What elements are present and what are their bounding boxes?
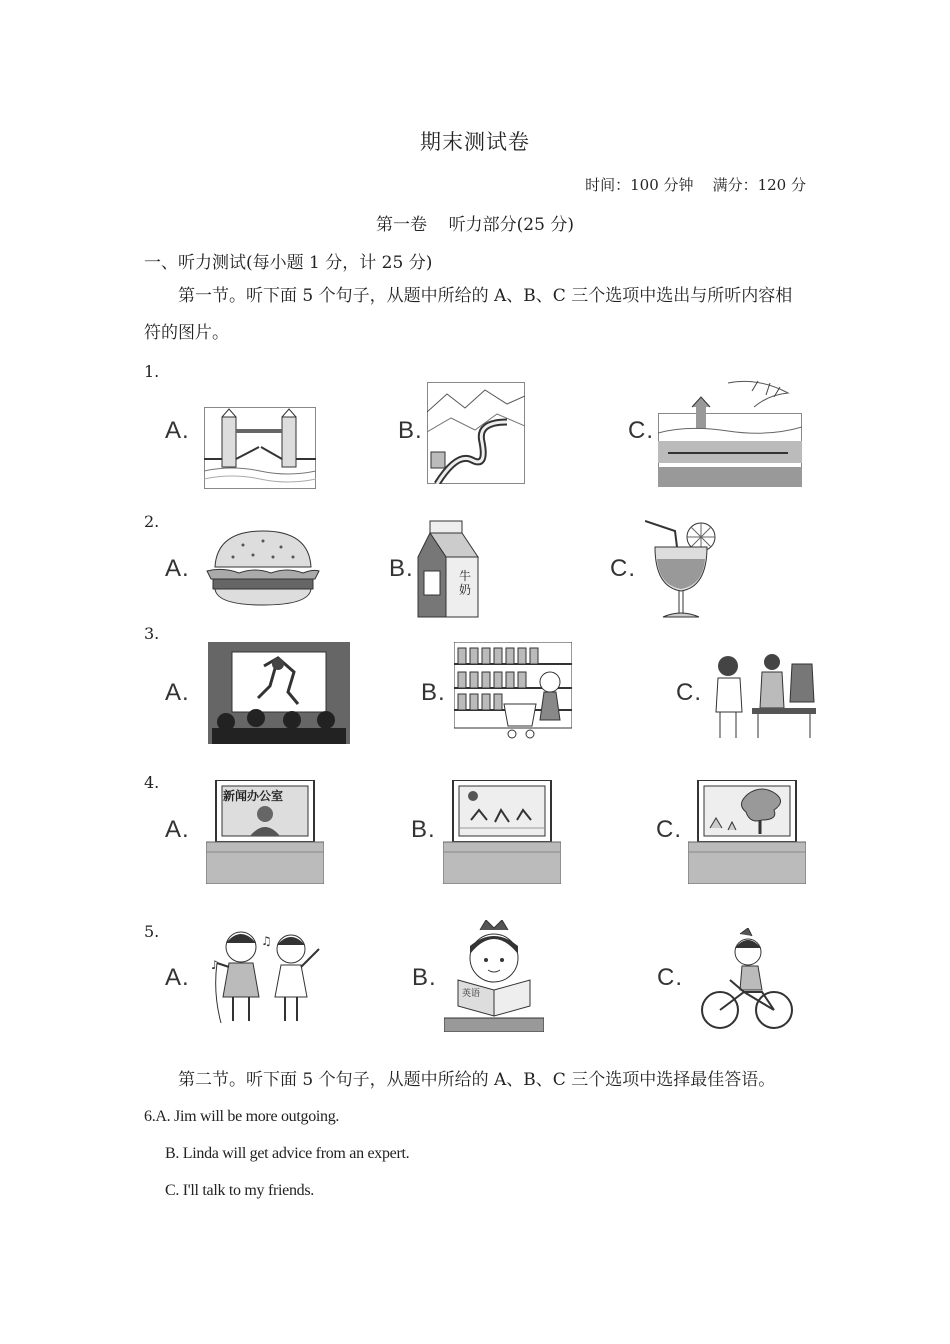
question-number: 1. — [144, 362, 160, 381]
option-letter: C. — [657, 964, 683, 991]
option-letter: A. — [165, 417, 190, 444]
part-heading: 一、听力测试(每小题 1 分，计 25 分) — [144, 253, 433, 273]
cycling-girl-image — [700, 928, 794, 1032]
nature-tv-image — [688, 780, 806, 884]
svg-text:♫: ♫ — [261, 934, 272, 948]
question-number: 5. — [144, 922, 160, 941]
option-letter: B. — [398, 417, 423, 444]
question-number: 4. — [144, 773, 160, 792]
option-c: C. I'll talk to my friends. — [165, 1182, 314, 1199]
option-b: B. Linda will get advice from an expert. — [165, 1145, 410, 1162]
section-heading: 第一卷 听力部分(25 分) — [376, 215, 574, 235]
milk-label: 牛 奶 — [458, 569, 471, 597]
exam-meta: 时间：100 分钟 满分：120 分 — [585, 176, 806, 194]
supermarket-image — [454, 642, 572, 742]
hamburger-image — [203, 527, 323, 609]
option-letter: C. — [628, 417, 654, 444]
question-6-line — [144, 1108, 339, 1126]
west-lake-image — [658, 377, 802, 487]
clothes-shop-image — [712, 652, 816, 740]
question-number: 2. — [144, 512, 160, 531]
option-letter: B. — [389, 555, 414, 582]
reading-girl-image — [444, 920, 544, 1032]
option-letter: A. — [165, 816, 190, 843]
tower-bridge-image — [204, 407, 316, 489]
section1-instruction: 第一节。听下面 5 个句子，从题中所给的 A、B、C 三个选项中选出与所听内容相符的图片。 — [144, 286, 793, 343]
section2-instruction: 第二节。听下面 5 个句子，从题中所给的 A、B、C 三个选项中选择最佳答语。 — [178, 1070, 776, 1090]
option-letter: B. — [421, 679, 446, 706]
option-letter: C. — [656, 816, 682, 843]
news-office-label: 新闻办公室 — [223, 789, 284, 803]
option-letter: A. — [165, 555, 190, 582]
svg-text:♪: ♪ — [211, 958, 219, 972]
option-a: A. Jim will be more outgoing. — [155, 1108, 340, 1125]
question-number: 3. — [144, 624, 160, 643]
option-letter: B. — [412, 964, 437, 991]
singing-girls-image — [207, 923, 327, 1027]
option-letter: C. — [610, 555, 636, 582]
question-number: 6. — [144, 1108, 156, 1125]
juice-glass-image — [645, 517, 719, 623]
great-wall-image — [427, 382, 525, 484]
page-title: 期末测试卷 — [420, 130, 530, 154]
english-book-label: 英语 — [462, 989, 481, 999]
option-letter: A. — [165, 964, 190, 991]
option-letter: B. — [411, 816, 436, 843]
option-letter: A. — [165, 679, 190, 706]
cinema-image — [208, 642, 350, 744]
option-letter: C. — [676, 679, 702, 706]
sports-tv-image — [443, 780, 561, 884]
